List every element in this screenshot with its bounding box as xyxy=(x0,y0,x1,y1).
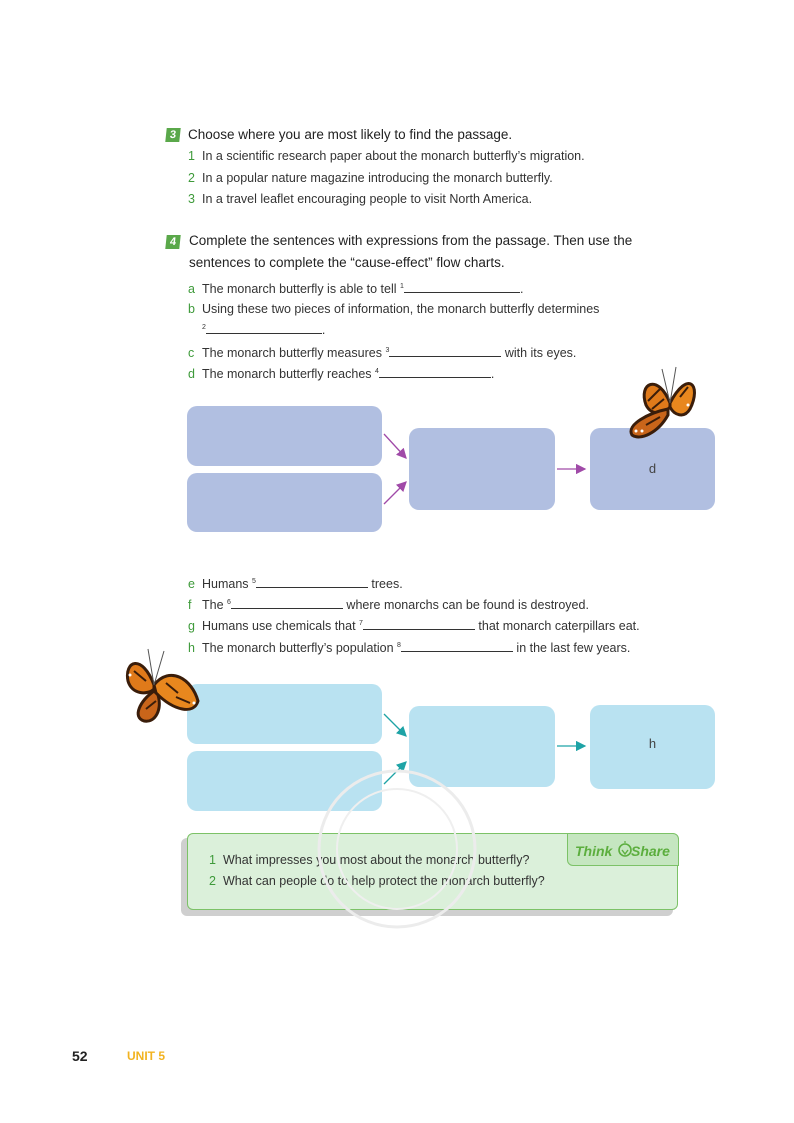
question-number: 1 xyxy=(209,853,216,867)
sentence-b-continuation xyxy=(202,322,325,337)
sentence-letter: a xyxy=(188,282,195,296)
answer-blank[interactable] xyxy=(363,618,475,630)
chart1-result-label: d xyxy=(648,461,657,476)
exercise-3-number: 3 xyxy=(165,128,180,142)
answer-blank[interactable] xyxy=(379,366,491,378)
sentence-text: Using these two pieces of information, the monarch butterfly determines xyxy=(202,302,600,316)
answer-blank[interactable] xyxy=(231,597,343,609)
question-number: 2 xyxy=(209,874,216,888)
sentence-text: The monarch butterfly reaches xyxy=(202,367,372,381)
blank-number: 8 xyxy=(397,641,401,649)
blank-number: 2 xyxy=(202,323,206,331)
chart2-result-label: h xyxy=(648,736,657,751)
sentence-letter: d xyxy=(188,367,195,381)
watermark-seal xyxy=(316,768,478,930)
exercise-4-title-line-2: sentences to complete the “cause-effect” flow charts. xyxy=(189,255,505,270)
option-text: In a popular nature magazine introducing the monarch butterfly. xyxy=(202,171,553,185)
sentence-h xyxy=(188,640,630,655)
sentence-end: . xyxy=(519,282,524,296)
sentence-end: that monarch caterpillars eat. xyxy=(478,619,640,633)
page-number: 52 xyxy=(72,1048,88,1064)
exercise-3-option-2 xyxy=(188,171,553,185)
sentence-text: Humans use chemicals that xyxy=(202,619,356,633)
sentence-d xyxy=(188,366,494,381)
butterfly-illustration xyxy=(618,365,702,445)
sentence-letter: f xyxy=(188,598,192,612)
exercise-3-option-3 xyxy=(188,192,532,206)
option-text: In a travel leaflet encouraging people to visit North America. xyxy=(202,192,533,206)
arrow-cause1-to-middle xyxy=(384,434,406,458)
blank-number: 6 xyxy=(227,598,231,606)
arrow-cause2-to-middle xyxy=(384,482,406,504)
sentence-letter: b xyxy=(188,302,195,316)
option-number: 1 xyxy=(188,149,195,163)
chart2-cause-box-1[interactable] xyxy=(187,684,382,744)
sentence-c xyxy=(188,345,576,360)
answer-blank[interactable] xyxy=(206,322,322,334)
answer-blank[interactable] xyxy=(256,576,368,588)
think-label: Think xyxy=(575,843,613,859)
sentence-a xyxy=(188,281,523,296)
option-number: 3 xyxy=(188,192,195,206)
exercise-3-title: Choose where you are most likely to find the passage. xyxy=(188,127,513,142)
answer-blank[interactable] xyxy=(401,640,513,652)
question-text: What can people do to help protect the monarch butterfly? xyxy=(223,874,545,888)
sentence-letter: e xyxy=(188,577,195,591)
blank-number: 7 xyxy=(359,619,363,627)
answer-blank[interactable] xyxy=(404,281,520,293)
exercise-4-title-line-1: Complete the sentences with expressions from the passage. Then use the xyxy=(189,233,633,248)
sentence-text: The xyxy=(202,598,224,612)
sentence-text: The monarch butterfly measures xyxy=(202,346,382,360)
sentence-end: in the last few years. xyxy=(516,641,631,655)
butterfly-illustration xyxy=(118,645,202,725)
blank-number: 3 xyxy=(385,346,390,354)
sentence-e xyxy=(188,576,403,591)
sentence-end: trees. xyxy=(371,577,403,591)
sentence-letter: g xyxy=(188,619,195,633)
think-share-badge xyxy=(567,833,679,866)
sentence-text: The monarch butterfly’s population xyxy=(202,641,394,655)
option-text: In a scientific research paper about the monarch butterfly’s migration. xyxy=(202,149,585,163)
sentence-end: where monarchs can be found is destroyed. xyxy=(346,598,589,612)
blank-number: 1 xyxy=(400,282,404,290)
sentence-g xyxy=(188,618,640,633)
sentence-end: . xyxy=(321,323,326,337)
arrow-cause1-to-middle xyxy=(384,714,406,736)
blank-number: 5 xyxy=(252,577,256,585)
sentence-f xyxy=(188,597,589,612)
chart1-arrows xyxy=(380,420,590,520)
exercise-4-number: 4 xyxy=(165,235,180,249)
sentence-b xyxy=(188,302,599,316)
chart1-cause-box-1[interactable] xyxy=(187,406,382,466)
share-label: Share xyxy=(631,843,670,859)
sentence-end: . xyxy=(490,367,495,381)
blank-number: 4 xyxy=(375,367,379,375)
exercise-3-option-1 xyxy=(188,149,585,163)
chart2-result-box[interactable] xyxy=(590,705,715,789)
sentence-text: The monarch butterfly is able to tell xyxy=(202,282,397,296)
question-text: What impresses you most about the monarch butterfly? xyxy=(223,853,530,867)
chart1-cause-box-2[interactable] xyxy=(187,473,382,532)
unit-label: UNIT 5 xyxy=(127,1049,166,1063)
answer-blank[interactable] xyxy=(389,345,501,357)
sentence-end: with its eyes. xyxy=(504,346,577,360)
sentence-letter: c xyxy=(188,346,195,360)
option-number: 2 xyxy=(188,171,195,185)
sentence-text: Humans xyxy=(202,577,249,591)
sentence-letter: h xyxy=(188,641,195,655)
